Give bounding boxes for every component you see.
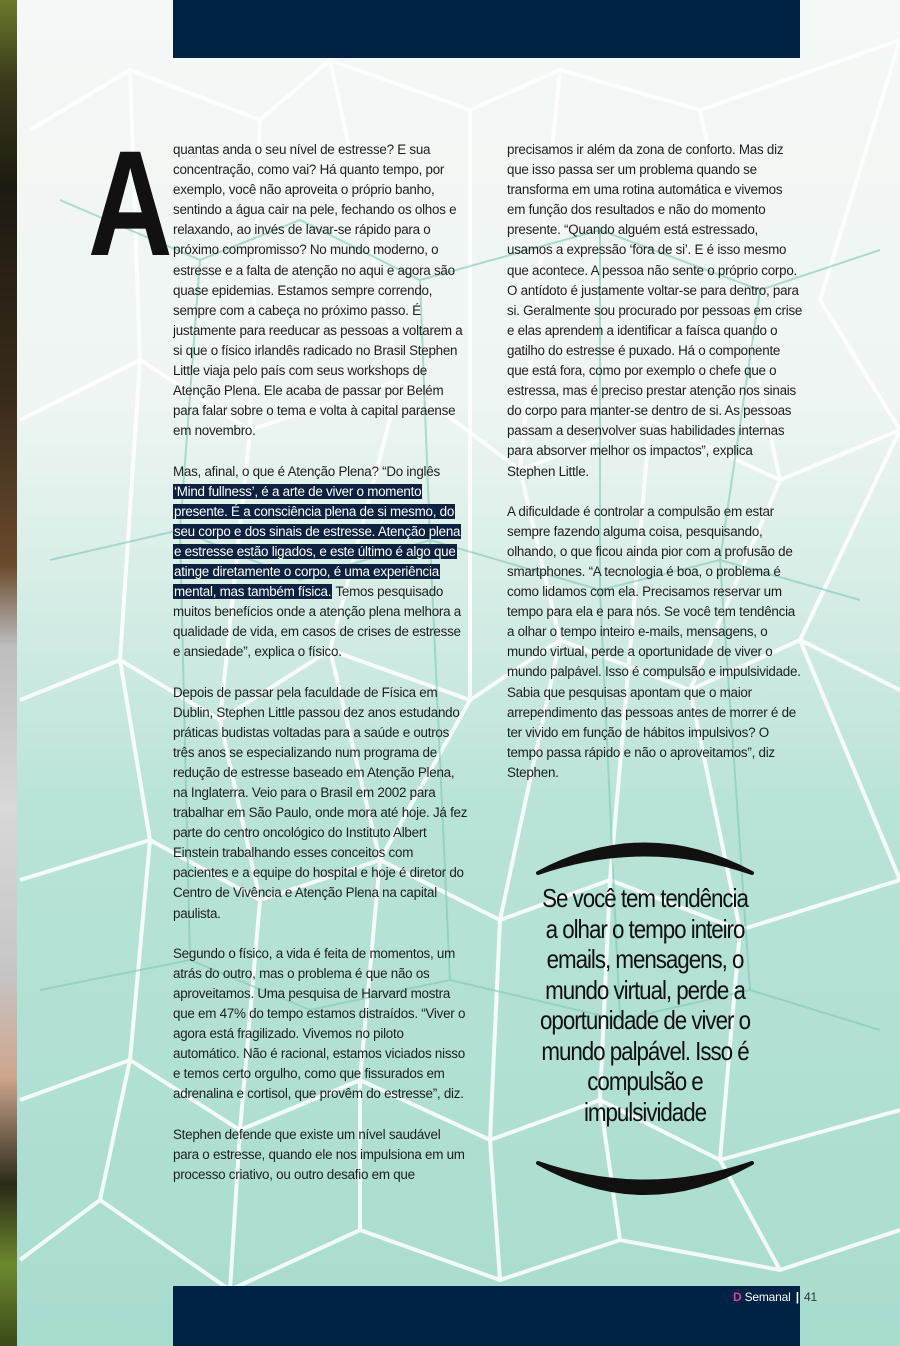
drop-cap: A — [88, 119, 173, 287]
paragraph: Depois de passar pela faculdade de Física em Dublin, Stephen Little passou dez anos estudando práticas budistas voltadas para a saúde e outros três anos se especializando num programa de redução de estresse baseado em Atenção Plena, na Inglaterra. Veio para o Brasil em 2002 para trabalhar em São Paulo, onde mora até hoje. Já fez parte do centro oncológico do Instituto Albert Einstein trabalhando esses conceitos com pacientes e a equipe do hospital e hoje é diretor do Centro de Vivência e Atenção Plena na capital paulista. — [173, 684, 468, 921]
article-column-left — [173, 140, 469, 1205]
paragraph: A dificuldade é controlar a compulsão em estar sempre fazendo alguma coisa, pesquisando, olhando, o que ficou ainda pior com a profusão de smartphones. “A tecnologia é boa, o problema é como lidamos com ela. Precisamos reservar um tempo para ela e para nós. Se você tem tendência a olhar o tempo inteiro e-mails, mensagens, o mundo virtual, perde a oportunidade de viver o mundo palpável. Isso é compulsão e impulsividade. Sabia que pesquisas apontam que o maior arrependimento das pessoas antes de morrer é de ter vivido em função de hábitos impulsivos? O tempo passa rápido e não o aproveitamos”, diz Stephen. — [507, 503, 801, 780]
bottom-bracket-arc — [538, 1163, 752, 1193]
paragraph: quantas anda o seu nível de estresse? E sua concentração, como vai? Há quanto tempo, por exemplo, você não aproveita o próprio banho, sentindo a água cair na pele, fechando os olhos e relaxando, ao invés de lavar-se rápido para o próximo compromisso? No mundo moderno, o estresse e a falta de atenção no aqui e agora são quase epidemias. Estamos sempre correndo, sempre com a cabeça no próximo passo. É justamente para reeducar as pessoas a voltarem a si que o físico irlandês radicado no Brasil Stephen Little viaja pelo país com seus workshops de Atenção Plena. Ele acaba de passar por Belém para falar sobre o tema e volta à capital paraense em novembro. — [173, 142, 463, 439]
paragraph: precisamos ir além da zona de conforto. Mas diz que isso passa ser um problema quando se transforma em uma rotina automática e vivemos em função dos resultados e não do momento presente. “Quando alguém está estressado, usamos a expressão ‘fora de si’. E é isso mesmo que acontece. A pessoa não sente o próprio corpo. O antídoto é justamente voltar-se para dentro, para si. Geralmente sou procurado por pessoas em crise e elas aprendem a identificar a faísca quando o gatilho do estresse é puxado. Há o componente que está fora, como por exemplo o chefe que o estressa, mas é preciso prestar atenção nos sinais do corpo para manter-se dentro de si. As pessoas passam a desenvolver suas habilidades internas para absorver melhor os impactos”, explica Stephen Little. — [507, 142, 803, 479]
pull-quote-text: Se você tem tendência a olhar o tempo inteiro emails, mensagens, o mundo virtual, perde a oportunidade de viver o mundo palpável. Isso é compulsão e impulsividade — [540, 883, 750, 1127]
pull-quote — [520, 828, 770, 1208]
text: Temos pesquisado muitos benefícios onde a atenção plena melhora a qualidade de vida, em casos de crises de estresse e ansiedade”, explica o físico. — [173, 584, 462, 660]
header-bar — [173, 0, 800, 58]
page-footer — [733, 1290, 817, 1304]
top-bracket-arc — [538, 845, 752, 874]
footer-separator: | — [795, 1290, 799, 1304]
brand-logo-letter: D — [733, 1290, 742, 1304]
text: Mas, afinal, o que é Atenção Plena? “Do inglês — [173, 463, 440, 479]
brand-name: Semanal — [744, 1290, 791, 1304]
paragraph: Segundo o físico, a vida é feita de momentos, um atrás do outro, mas o problema é que não os aproveitamos. Uma pesquisa de Harvard mostra que em 47% do tempo estamos distraídos. “Viver o agora está fragilizado. Vivemos no piloto automático. Não é racional, estamos viciados nisso e temos certo orgulho, como que fissurados em adrenalina e cortisol, que provêm do estresse”, diz. — [173, 945, 466, 1102]
article-column-right — [507, 140, 803, 803]
footer-bar — [173, 1286, 800, 1346]
paragraph — [173, 462, 469, 663]
photo-edge — [0, 0, 17, 1346]
selected-text-highlight[interactable]: ‘Mind fullness’, é a arte de viver o momento presente. É a consciência plena de si mesmo, do seu corpo e dos sinais de estresse. Atenção plena e estresse estão ligados, e este último é algo que atinge diretamente o corpo, é uma experiência mental, mas também física. — [174, 483, 461, 600]
page-number: 41 — [804, 1290, 817, 1304]
paragraph: Stephen defende que existe um nível saudável para o estresse, quando ele nos impulsiona em um processo criativo, ou outro desafio em que — [173, 1126, 465, 1182]
